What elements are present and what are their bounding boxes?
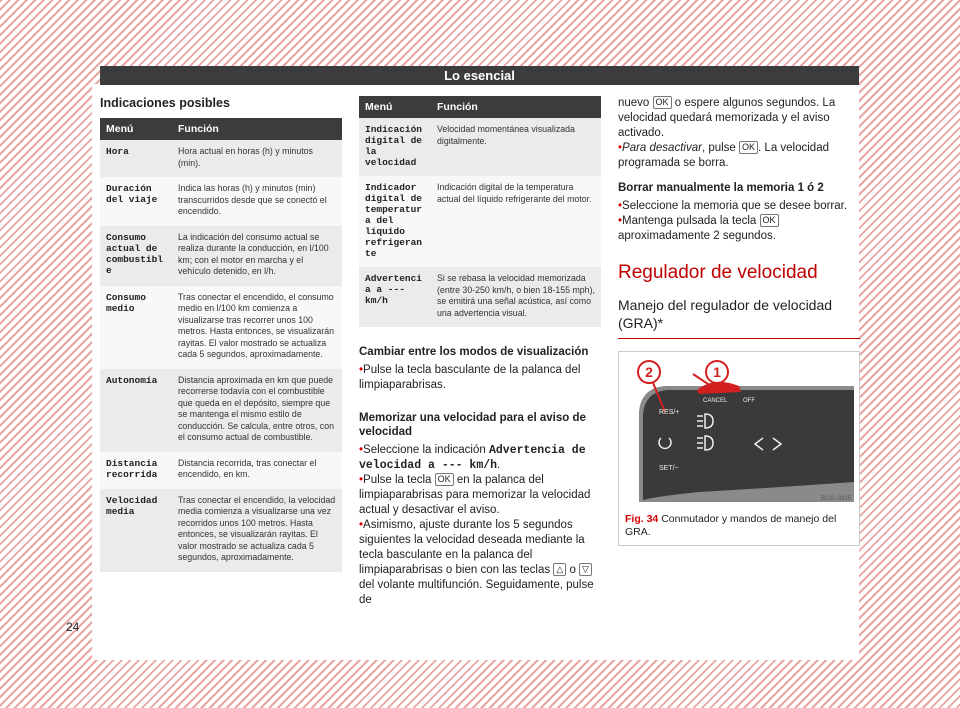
bullet-item: [359, 473, 601, 518]
bullet-text: Seleccione la memoria que se desee borrar.: [622, 200, 848, 212]
ok-key-icon: OK: [653, 96, 672, 109]
function-cell: Si se rebasa la velocidad memorizada (entre 30-250 km/h, o bien 18-155 mph), se emitirá una señal acústica, así como una advertencia visual.: [431, 267, 601, 327]
callout-1-label: 1: [713, 364, 721, 380]
column-right: [618, 96, 860, 546]
table-row: [100, 177, 342, 226]
cancel-label: CANCEL: [703, 398, 728, 404]
cruise-control-lever-illustration: [619, 352, 859, 504]
function-cell: Velocidad momentánea visualizada digitalmente.: [431, 118, 601, 176]
menu-cell: Autonomía: [100, 369, 172, 452]
bullet-text: .: [497, 459, 501, 471]
figure-label: Fig. 34: [625, 513, 659, 525]
menu-cell: Indicador digital de temperatura del líquido refrigerante: [359, 176, 431, 267]
text: nuevo: [618, 97, 653, 109]
table-row: [359, 176, 601, 267]
function-cell: La indicación del consumo actual se realiza durante la conducción, en l/100 km; con el motor en marcha y el vehículo detenido, en l/h.: [172, 226, 342, 286]
function-cell: Tras conectar el encendido, la velocidad media comienza a visualizarse una vez recorridos unos 100 metros. Hasta entonces, se visualizarán rayitas. El valor mostrado se actualiza cada 5 segundos, aproximadamente.: [172, 489, 342, 572]
bullet-text: , pulse: [701, 142, 740, 154]
column-left: [100, 96, 342, 572]
ok-key-icon: OK: [760, 214, 779, 227]
bullet-item: [359, 363, 601, 393]
chapter-title: Regulador de velocidad: [618, 262, 818, 283]
menu-cell: Velocidad media: [100, 489, 172, 572]
table-row: [100, 452, 342, 489]
column-middle: [359, 96, 601, 608]
function-cell: Indicación digital de la temperatura actual del líquido refrigerante del motor.: [431, 176, 601, 267]
function-cell: Distancia aproximada en km que puede recorrerse todavía con el combustible que queda en el depósito, siempre que se mantenga el mismo estilo de conducción. Se calcula, entre otros, con el consumo actual de combustible.: [172, 369, 342, 452]
page-number: 24: [66, 620, 80, 634]
bullet-text: del volante multifunción. Seguidamente, pulse de: [359, 579, 594, 606]
bullet-text: . La velocidad programada se borra.: [618, 142, 829, 169]
menu-cell: Duración del viaje: [100, 177, 172, 226]
menu-cell: Advertencia a --- km/h: [359, 267, 431, 327]
bullet-text: o: [566, 564, 580, 576]
header-menu: Menú: [100, 118, 172, 140]
menu-cell: Consumo actual de combustible: [100, 226, 172, 286]
table-row: [100, 286, 342, 369]
bullet-text: Pulse la tecla: [363, 474, 435, 486]
figure: [618, 351, 860, 546]
function-cell: Indica las horas (h) y minutos (min) transcurridos desde que se conectó el encendido.: [172, 177, 342, 226]
ok-key-icon: OK: [739, 141, 758, 154]
header-funcion: Función: [431, 96, 601, 118]
menu-table-continued: [359, 96, 601, 327]
bullet-item: [618, 214, 860, 244]
lever-body: [643, 390, 854, 500]
header-menu: Menú: [359, 96, 431, 118]
function-cell: Distancia recorrida, tras conectar el encendido, en km.: [172, 452, 342, 489]
table-row: [100, 226, 342, 286]
bullet-text: aproximadamente 2 segundos.: [618, 230, 776, 242]
bullet-text: Mantenga pulsada la tecla: [622, 215, 760, 227]
display-option-text: Advertencia de velocidad a --- km/h: [359, 444, 586, 472]
table-row: [359, 267, 601, 327]
section-heading: Indicaciones posibles: [100, 96, 230, 110]
table-row: [100, 489, 342, 572]
table-row: [100, 140, 342, 177]
res-label: RES/+: [659, 409, 680, 416]
paragraph: [618, 96, 860, 141]
callout-2-label: 2: [645, 364, 653, 380]
figure-code: B1SL-0325: [820, 496, 851, 502]
off-label: OFF: [743, 398, 755, 404]
bullet-text: en la palanca del limpiaparabrisas para memorizar la velocidad actual y desactivar el aviso.: [359, 474, 591, 516]
emphasis-text: Para desactivar: [622, 142, 702, 154]
bullet-text: Seleccione la indicación: [363, 444, 489, 456]
bullet-item: [618, 199, 860, 214]
subheading-clear-memory: Borrar manualmente la memoria 1 ó 2: [618, 182, 824, 194]
bullet-text: Asimismo, ajuste durante los 5 segundos siguientes la velocidad deseada mediante la tecla basculante en la palanca del limpiaparabrisas o bien con las teclas: [359, 519, 585, 576]
table-row: [359, 118, 601, 176]
function-cell: Hora actual en horas (h) y minutos (min).: [172, 140, 342, 177]
table-row: [100, 369, 342, 452]
section-title: Manejo del regulador de velocidad (GRA)*: [618, 296, 860, 339]
bullet-item: [618, 141, 860, 171]
ok-key-icon: OK: [435, 473, 454, 486]
set-label: SET/−: [659, 465, 679, 472]
up-key-icon: △: [553, 563, 566, 576]
function-cell: Tras conectar el encendido, el consumo medio en l/100 km comienza a visualizarse tras recorrer unos 100 metros. Hasta entonces, se visualizarán rayitas. El valor mostrado se actualiza cada 5 segundos, aproximadamente.: [172, 286, 342, 369]
menu-table: [100, 118, 342, 572]
page-header: Lo esencial: [100, 66, 859, 85]
figure-caption: [619, 509, 859, 545]
menu-cell: Indicación digital de la velocidad: [359, 118, 431, 176]
bullet-item: [359, 518, 601, 608]
subheading-modes: Cambiar entre los modos de visualización: [359, 346, 589, 358]
menu-cell: Distancia recorrida: [100, 452, 172, 489]
bullet-text: Pulse la tecla basculante de la palanca del limpiaparabrisas.: [359, 364, 581, 391]
menu-cell: Consumo medio: [100, 286, 172, 369]
text: o espere algunos segundos. La velocidad quedará memorizada y el aviso activado.: [618, 97, 836, 139]
bullet-item: [359, 443, 601, 473]
subheading-memorize: Memorizar una velocidad para el aviso de velocidad: [359, 412, 586, 438]
header-funcion: Función: [172, 118, 342, 140]
down-key-icon: ▽: [579, 563, 592, 576]
menu-cell: Hora: [100, 140, 172, 177]
caption-text: Conmutador y mandos de manejo del GRA.: [625, 513, 837, 538]
